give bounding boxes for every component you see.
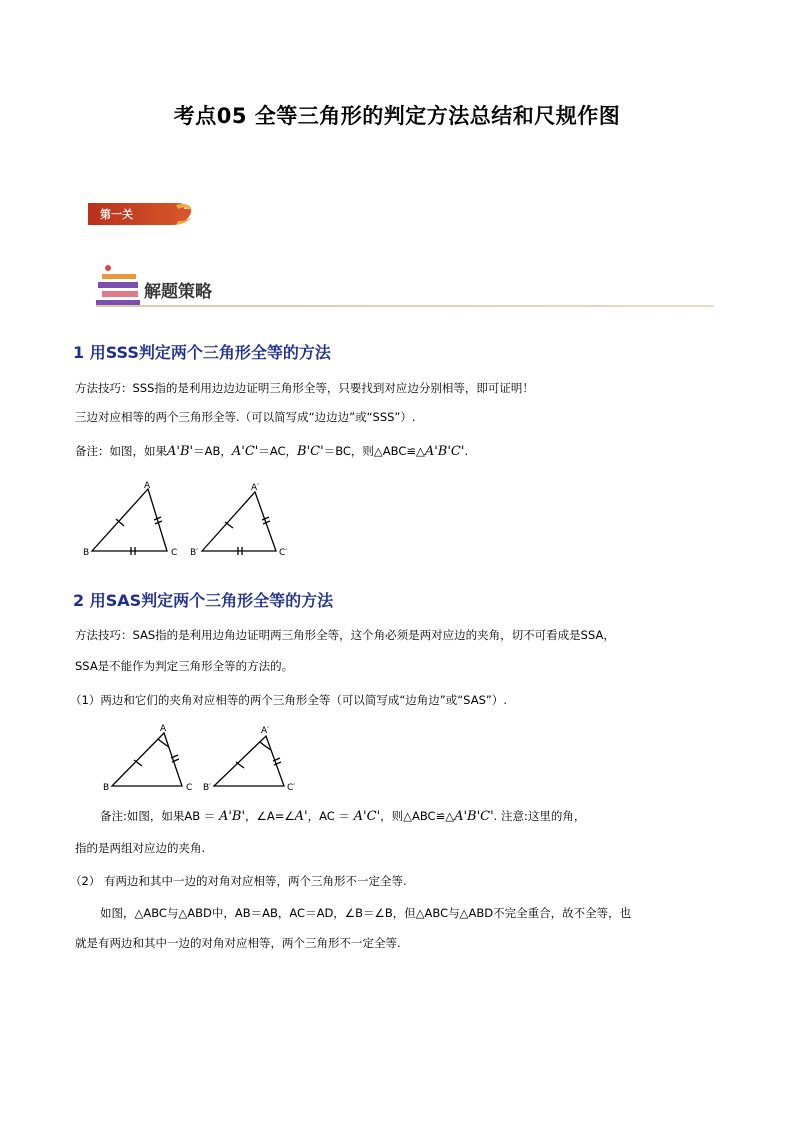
section2-p4: 备注:如图，如果AB ＝ A'B'，∠A=∠A'，AC ＝ A'C'，则△ABC≌△A'B'C'. 注意:这里的角， <box>100 809 586 824</box>
sss-figure <box>80 478 300 560</box>
label-a-prime: A′ <box>261 726 270 736</box>
badge-label: 第一关 <box>100 208 133 221</box>
section2-p7: 如图，△ABC与△ABD中，AB＝AB，AC＝AD，∠B＝∠B，但△ABC与△ABD不完全重合，故不全等，也 <box>100 906 632 920</box>
label-b-prime: B′ <box>203 783 212 793</box>
section2-p1: 方法技巧：SAS指的是利用边角边证明两三角形全等，这个角必须是两对应边的夹角，切不可看成是SSA， <box>75 628 615 642</box>
section1-p3: 备注：如图，如果A'B'＝AB，A'C'＝AC，B'C'＝BC，则△ABC≌△A'B'C'. <box>75 444 469 459</box>
sas-figure <box>100 720 300 796</box>
label-a-prime: A′ <box>251 483 260 493</box>
triangle-abc <box>92 489 167 551</box>
section2-p2: SSA是不能作为判定三角形全等的方法的。 <box>75 659 294 673</box>
strategy-label: 解题策略 <box>144 282 212 302</box>
label-b-prime: B′ <box>190 548 199 558</box>
label-b: B <box>103 783 110 793</box>
section2-p8: 就是有两边和其中一边的对角对应相等，两个三角形不一定全等. <box>75 936 401 950</box>
triangle-a2b2c2 <box>202 492 276 551</box>
pencil-icon <box>105 265 111 271</box>
section1-heading: 1 用SSS判定两个三角形全等的方法 <box>73 343 331 362</box>
section2-p5: 指的是两组对应边的夹角. <box>75 841 206 855</box>
label-c: C <box>186 783 193 793</box>
label-b: B <box>83 548 90 558</box>
label-a: A <box>160 724 167 734</box>
label-c: C <box>171 548 178 558</box>
label-c-prime: C′ <box>287 783 296 793</box>
section2-heading: 2 用SAS判定两个三角形全等的方法 <box>73 591 334 610</box>
section2-p3: （1）两边和它们的夹角对应相等的两个三角形全等（可以简写成“边角边”或“SAS”）. <box>70 693 507 707</box>
triangle-abc <box>112 733 182 786</box>
label-a: A <box>144 481 151 491</box>
section2-p6: （2） 有两边和其中一边的对角对应相等，两个三角形不一定全等. <box>70 874 407 888</box>
section1-p2: 三边对应相等的两个三角形全等.（可以简写成“边边边”或“SSS”）. <box>75 410 416 424</box>
level-badge <box>86 199 196 229</box>
section1-p1: 方法技巧：SSS指的是利用边边边证明三角形全等，只要找到对应边分别相等，即可证明！ <box>75 381 534 395</box>
divider <box>96 305 714 307</box>
page-title: 考点05 全等三角形的判定方法总结和尺规作图 <box>173 104 621 128</box>
label-c-prime: C′ <box>279 548 288 558</box>
